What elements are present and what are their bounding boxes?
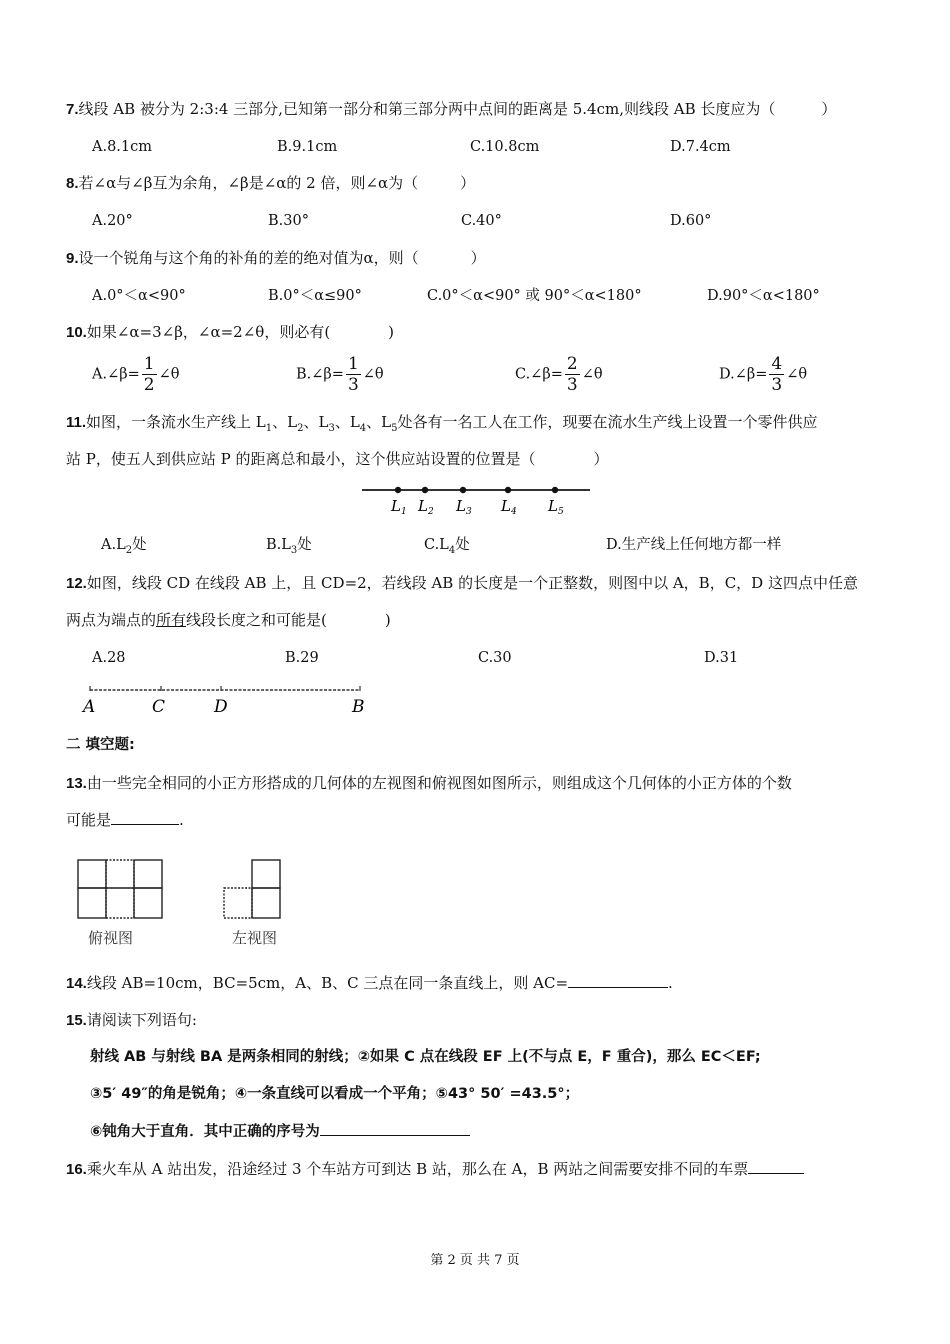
answer-blank[interactable] <box>111 810 179 825</box>
option-b: $B.L_3$处 <box>266 537 312 556</box>
label-a: A <box>83 697 96 717</box>
option-b: B.9.1cm <box>277 139 338 155</box>
question-12-line2: 两点为端点的所有线段长度之和可能是( ) <box>66 611 391 629</box>
statement-line-2: ③5′ 49″的角是锐角；④一条直线可以看成一个平角；⑤43° 50′ =43.5°； <box>90 1086 580 1102</box>
answer-blank[interactable] <box>320 1121 470 1136</box>
page-footer: 第 2 页 共 7 页 <box>430 1253 520 1268</box>
option-a: A.∠β= $\frac{1}{2}$ ∠θ <box>92 354 180 395</box>
label-l1: $L_1$ <box>391 497 407 517</box>
section-heading: 二 填空题: <box>66 737 135 753</box>
label-l2: $L_2$ <box>418 497 434 517</box>
point-l2 <box>422 487 428 493</box>
option-c: C.0°＜α<90° 或 90°＜α<180° <box>427 288 642 304</box>
statement-line-1: 射线 AB 与射线 BA 是两条相同的射线；②如果 C 点在线段 EF 上(不与点 E，F 重合)，那么 EC＜EF; <box>90 1049 761 1065</box>
question-15: 15.请阅读下列语句: <box>66 1011 197 1029</box>
option-d: D.7.4cm <box>670 139 731 155</box>
option-d: D.60° <box>670 213 712 229</box>
question-paren: ） <box>821 100 837 118</box>
point-l5 <box>552 487 558 493</box>
option-a: A.8.1cm <box>92 139 153 155</box>
point-l1 <box>395 487 401 493</box>
top-view-label: 俯视图 <box>88 929 134 947</box>
fraction: $\frac{4}{3}$ <box>771 354 783 395</box>
option-b: B.29 <box>285 650 319 666</box>
question-number: 10. <box>66 324 87 341</box>
question-paren: ) <box>388 323 395 341</box>
question-text: 设一个锐角与这个角的补角的差的绝对值为α，则（ <box>78 249 419 267</box>
question-text: 若∠α与∠β互为余角，∠β是∠α的 2 倍，则∠α为（ <box>78 174 419 192</box>
question-number: 9. <box>66 250 79 267</box>
fraction: $\frac{1}{2}$ <box>143 354 155 395</box>
statement-line-3: ⑥钝角大于直角．其中正确的序号为 <box>90 1121 470 1142</box>
question-number: 12. <box>66 575 87 592</box>
question-16: 16.乘火车从 A 站出发，沿途经过 3 个车站方可到达 B 站，那么在 A，B 两站之间需要安排不同的车票 <box>66 1159 804 1180</box>
option-c: C.30 <box>478 650 512 666</box>
views-figure <box>76 855 296 950</box>
question-text: 如果∠α=3∠β，∠α=2∠θ，则必有( <box>86 323 331 341</box>
option-a: $A.L_2$处 <box>101 537 147 556</box>
option-a: A.20° <box>92 213 133 229</box>
question-10 <box>66 322 394 343</box>
left-view-label: 左视图 <box>232 929 278 947</box>
production-line-figure <box>360 478 592 518</box>
question-11: 11.如图，一条流水生产线上 $L_1$、$L_2$、$L_3$、$L_4$、$L_5$处各有一名工人在工作，现要在流水生产线上设置一个零件供应 <box>66 413 818 434</box>
label-l4: $L_4$ <box>501 497 517 517</box>
question-number: 13. <box>66 775 87 792</box>
option-a: A.0°＜α<90° <box>92 288 186 304</box>
question-13: 13.由一些完全相同的小正方形搭成的几何体的左视图和俯视图如图所示，则组成这个几何体的小正方体的个数 <box>66 774 792 792</box>
fraction: $\frac{1}{3}$ <box>347 354 359 395</box>
question-number: 14. <box>66 975 87 992</box>
question-number: 8. <box>66 175 79 192</box>
answer-blank[interactable] <box>748 1159 804 1174</box>
question-paren: ） <box>470 249 486 267</box>
option-c: $C.L_4$处 <box>424 537 470 556</box>
question-7 <box>66 99 836 120</box>
question-11-line2: 站 P，使五人到供应站 P 的距离总和最小，这个供应站设置的位置是（ ） <box>66 450 609 468</box>
option-b: B.∠β= $\frac{1}{3}$ ∠θ <box>296 354 384 395</box>
question-8 <box>66 173 475 194</box>
question-9 <box>66 248 486 269</box>
question-number: 15. <box>66 1012 87 1029</box>
question-paren: ） <box>460 174 476 192</box>
option-c: C.∠β= $\frac{2}{3}$ ∠θ <box>515 354 603 395</box>
option-d: D.90°＜α<180° <box>707 288 820 304</box>
option-d: D.生产线上任何地方都一样 <box>606 537 782 553</box>
question-13-line2: 可能是 . <box>66 811 184 829</box>
label-b: B <box>352 697 365 717</box>
option-d: D.∠β= $\frac{4}{3}$ ∠θ <box>719 354 808 395</box>
label-l5: $L_5$ <box>548 497 564 517</box>
question-text: 线段 AB 被分为 2:3:4 三部分,已知第一部分和第三部分两中点间的距离是 5.4cm,则线段 AB 长度应为（ <box>78 100 776 118</box>
option-b: B.30° <box>268 213 309 229</box>
answer-blank[interactable] <box>568 973 668 988</box>
option-b: B.0°＜α≤90° <box>268 288 362 304</box>
point-l4 <box>505 487 511 493</box>
question-12: 12.如图，线段 CD 在线段 AB 上，且 CD=2，若线段 AB 的长度是一个正整数，则图中以 A，B，C，D 这四点中任意 <box>66 574 858 592</box>
point-l3 <box>460 487 466 493</box>
segment-figure <box>80 682 380 718</box>
fraction: $\frac{2}{3}$ <box>566 354 578 395</box>
question-14: 14.线段 AB=10cm，BC=5cm，A、B、C 三点在同一条直线上，则 AC= . <box>66 974 673 992</box>
question-number: 7. <box>66 101 79 118</box>
label-l3: $L_3$ <box>456 497 472 517</box>
option-a: A.28 <box>92 650 126 666</box>
question-number: 11. <box>66 414 87 431</box>
label-c: C <box>152 697 166 717</box>
label-d: D <box>214 697 228 717</box>
question-number: 16. <box>66 1161 87 1178</box>
option-d: D.31 <box>704 650 739 666</box>
option-c: C.40° <box>461 213 502 229</box>
option-c: C.10.8cm <box>470 139 540 155</box>
